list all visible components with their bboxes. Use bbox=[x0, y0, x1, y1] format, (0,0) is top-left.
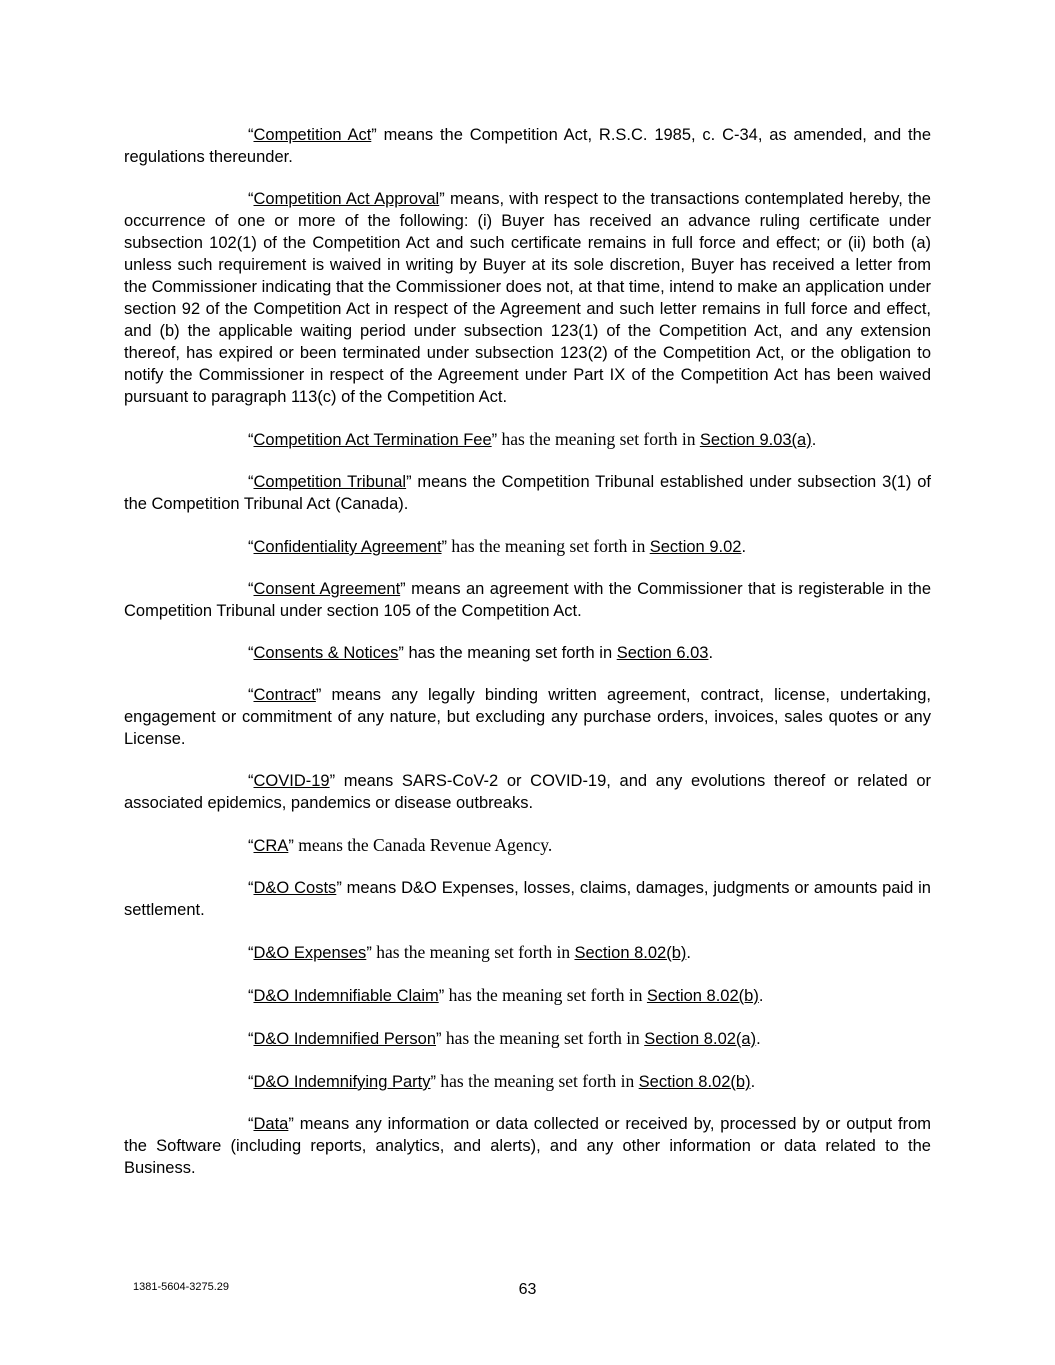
definition-text: means the Canada Revenue Agency. bbox=[293, 835, 553, 855]
defined-term: Competition Act Approval bbox=[253, 190, 440, 208]
definition-data: “Data” means any information or data collected or received by, processed by or output from the Software (including reports, analytics, and alerts), and any other information or data related to the Business. bbox=[124, 1115, 931, 1177]
section-reference: Section 8.02(b) bbox=[574, 944, 687, 962]
definition-competition-tribunal: “Competition Tribunal” means the Competition Tribunal established under subsection 3(1) of the Competition Tribunal Act (Canada). bbox=[124, 473, 932, 513]
defined-term: Contract bbox=[253, 686, 316, 704]
defined-term: COVID-19 bbox=[253, 772, 330, 790]
definition-text: means the Competition Act, R.S.C. 1985, c. C-34, as amended, and the regulations thereunder. bbox=[124, 126, 931, 166]
definition-text: means any information or data collected or received by, processed by or output from the Software (including reports, analytics, and alerts), and any other information or data related to the Business. bbox=[124, 1115, 931, 1177]
definition-do-indemnifying-party: “D&O Indemnifying Party” has the meaning set forth in Section 8.02(b). bbox=[248, 1071, 756, 1091]
definition-competition-act: “Competition Act” means the Competition Act, R.S.C. 1985, c. C-34, as amended, and the regulations thereunder. bbox=[124, 126, 931, 166]
definition-text: has the meaning set forth in bbox=[436, 1071, 639, 1091]
definition-covid-19: “COVID-19” means SARS-CoV-2 or COVID-19, and any evolutions thereof or related or associated epidemics, pandemics or disease outbreaks. bbox=[124, 772, 931, 812]
definition-do-expenses: “D&O Expenses” has the meaning set forth in Section 8.02(b). bbox=[248, 942, 691, 962]
defined-term: Competition Act bbox=[253, 126, 372, 144]
definition-text: means SARS-CoV-2 or COVID-19, and any evolutions thereof or related or associated epidemics, pandemics or disease outbreaks. bbox=[124, 772, 931, 812]
document-id: 1381-5604-3275.29 bbox=[133, 1281, 230, 1293]
definition-text: has the meaning set forth in bbox=[497, 429, 700, 449]
definition-consent-agreement: “Consent Agreement” means an agreement with the Commissioner that is registerable in the Competition Tribunal under section 105 of the Competition Act. bbox=[124, 580, 932, 620]
definition-do-indemnifiable-claim: “D&O Indemnifiable Claim” has the meaning set forth in Section 8.02(b). bbox=[248, 985, 764, 1005]
defined-term: D&O Expenses bbox=[253, 944, 367, 962]
section-reference: Section 8.02(b) bbox=[638, 1073, 751, 1091]
section-reference: Section 6.03 bbox=[616, 644, 709, 662]
definition-text: has the meaning set forth in bbox=[447, 536, 650, 556]
definition-text: has the meaning set forth in bbox=[444, 985, 647, 1005]
definition-confidentiality-agreement: “Confidentiality Agreement” has the meaning set forth in Section 9.02. bbox=[248, 536, 747, 556]
definition-competition-act-approval: “Competition Act Approval” means, with respect to the transactions contemplated hereby, the occurrence of one or more of the following: (i) Buyer has received an advance ruling certificate under subsection 102(1) of the Competition Act and such certificate remains in full force and effect; or (ii) both (a) unless such requirement is waived in writing by Buyer at its sole discretion, Buyer has received a letter from the Commissioner indicating that the Commissioner does not, at that time, intend to make an application under section 92 of the Competition Act in respect of the Agreement and such letter remains in full force and effect, and (b) the applicable waiting period under subsection 123(1) of the Competition Act, and any extension thereof, has expired or been terminated under subsection 123(2) of the Competition Act, or the obligation to notify the Commissioner in respect of the Agreement under Part IX of the Competition Act has been waived pursuant to paragraph 113(c) of the Competition Act. bbox=[124, 190, 931, 406]
definition-text: has the meaning set forth in bbox=[441, 1028, 645, 1048]
definition-text: has the meaning set forth in bbox=[371, 942, 575, 962]
definition-text: means an agreement with the Commissioner that is registerable in the Competition Tribunal under section 105 of the Competition Act. bbox=[124, 580, 932, 620]
defined-term: Consent Agreement bbox=[253, 580, 401, 598]
defined-term: CRA bbox=[253, 837, 289, 855]
definition-consents-notices: “Consents & Notices” has the meaning set forth in Section 6.03. bbox=[248, 644, 714, 662]
defined-term: Competition Act Termination Fee bbox=[253, 431, 492, 449]
page-number: 63 bbox=[518, 1281, 537, 1298]
definition-text: means, with respect to the transactions contemplated hereby, the occurrence of one or more of the following: (i) Buyer has received an advance ruling certificate under subsection 102(1) of the Competition Act and such certificate remains in full force and effect; or (ii) both (a) unless such requirement is waived in writing by Buyer at its sole discretion, Buyer has received a letter from the Commissioner indicating that the Commissioner does not, at that time, intend to make an application under section 92 of the Competition Act in respect of the Agreement and such letter remains in full force and effect, and (b) the applicable waiting period under subsection 123(1) of the Competition Act, and any extension thereof, has expired or been terminated under subsection 123(2) of the Competition Act, or the obligation to notify the Commissioner in respect of the Agreement under Part IX of the Competition Act has been waived pursuant to paragraph 113(c) of the Competition Act. bbox=[124, 190, 931, 406]
defined-term: Data bbox=[253, 1115, 289, 1133]
definition-text: has the meaning set forth in bbox=[403, 644, 617, 662]
defined-term: Competition Tribunal bbox=[253, 473, 407, 491]
defined-term: Consents & Notices bbox=[253, 644, 399, 662]
definitions-list bbox=[124, 124, 931, 1179]
definition-text: means the Competition Tribunal established under subsection 3(1) of the Competition Tribunal Act (Canada). bbox=[124, 473, 932, 513]
definition-text: means any legally binding written agreement, contract, license, undertaking, engagement or commitment of any nature, but excluding any purchase orders, invoices, sales quotes or any License. bbox=[124, 686, 931, 748]
defined-term: D&O Indemnifiable Claim bbox=[253, 987, 439, 1005]
definition-cra: “CRA” means the Canada Revenue Agency. bbox=[248, 835, 553, 855]
definition-text: means D&O Expenses, losses, claims, damages, judgments or amounts paid in settlement. bbox=[124, 879, 931, 919]
defined-term: D&O Indemnifying Party bbox=[253, 1073, 431, 1091]
definition-competition-act-termination-fee: “Competition Act Termination Fee” has the meaning set forth in Section 9.03(a). bbox=[248, 429, 817, 449]
definition-do-indemnified-person: “D&O Indemnified Person” has the meaning set forth in Section 8.02(a). bbox=[248, 1028, 761, 1048]
definition-contract: “Contract” means any legally binding written agreement, contract, license, undertaking, engagement or commitment of any nature, but excluding any purchase orders, invoices, sales quotes or any License. bbox=[124, 686, 931, 748]
definition-do-costs: “D&O Costs” means D&O Expenses, losses, claims, damages, judgments or amounts paid in settlement. bbox=[124, 879, 931, 919]
section-reference: Section 8.02(a) bbox=[644, 1030, 757, 1048]
defined-term: Confidentiality Agreement bbox=[253, 538, 442, 556]
defined-term: D&O Indemnified Person bbox=[253, 1030, 437, 1048]
section-reference: Section 9.03(a) bbox=[699, 431, 812, 449]
section-reference: Section 9.02 bbox=[649, 538, 742, 556]
section-reference: Section 8.02(b) bbox=[646, 987, 759, 1005]
defined-term: D&O Costs bbox=[253, 879, 337, 897]
